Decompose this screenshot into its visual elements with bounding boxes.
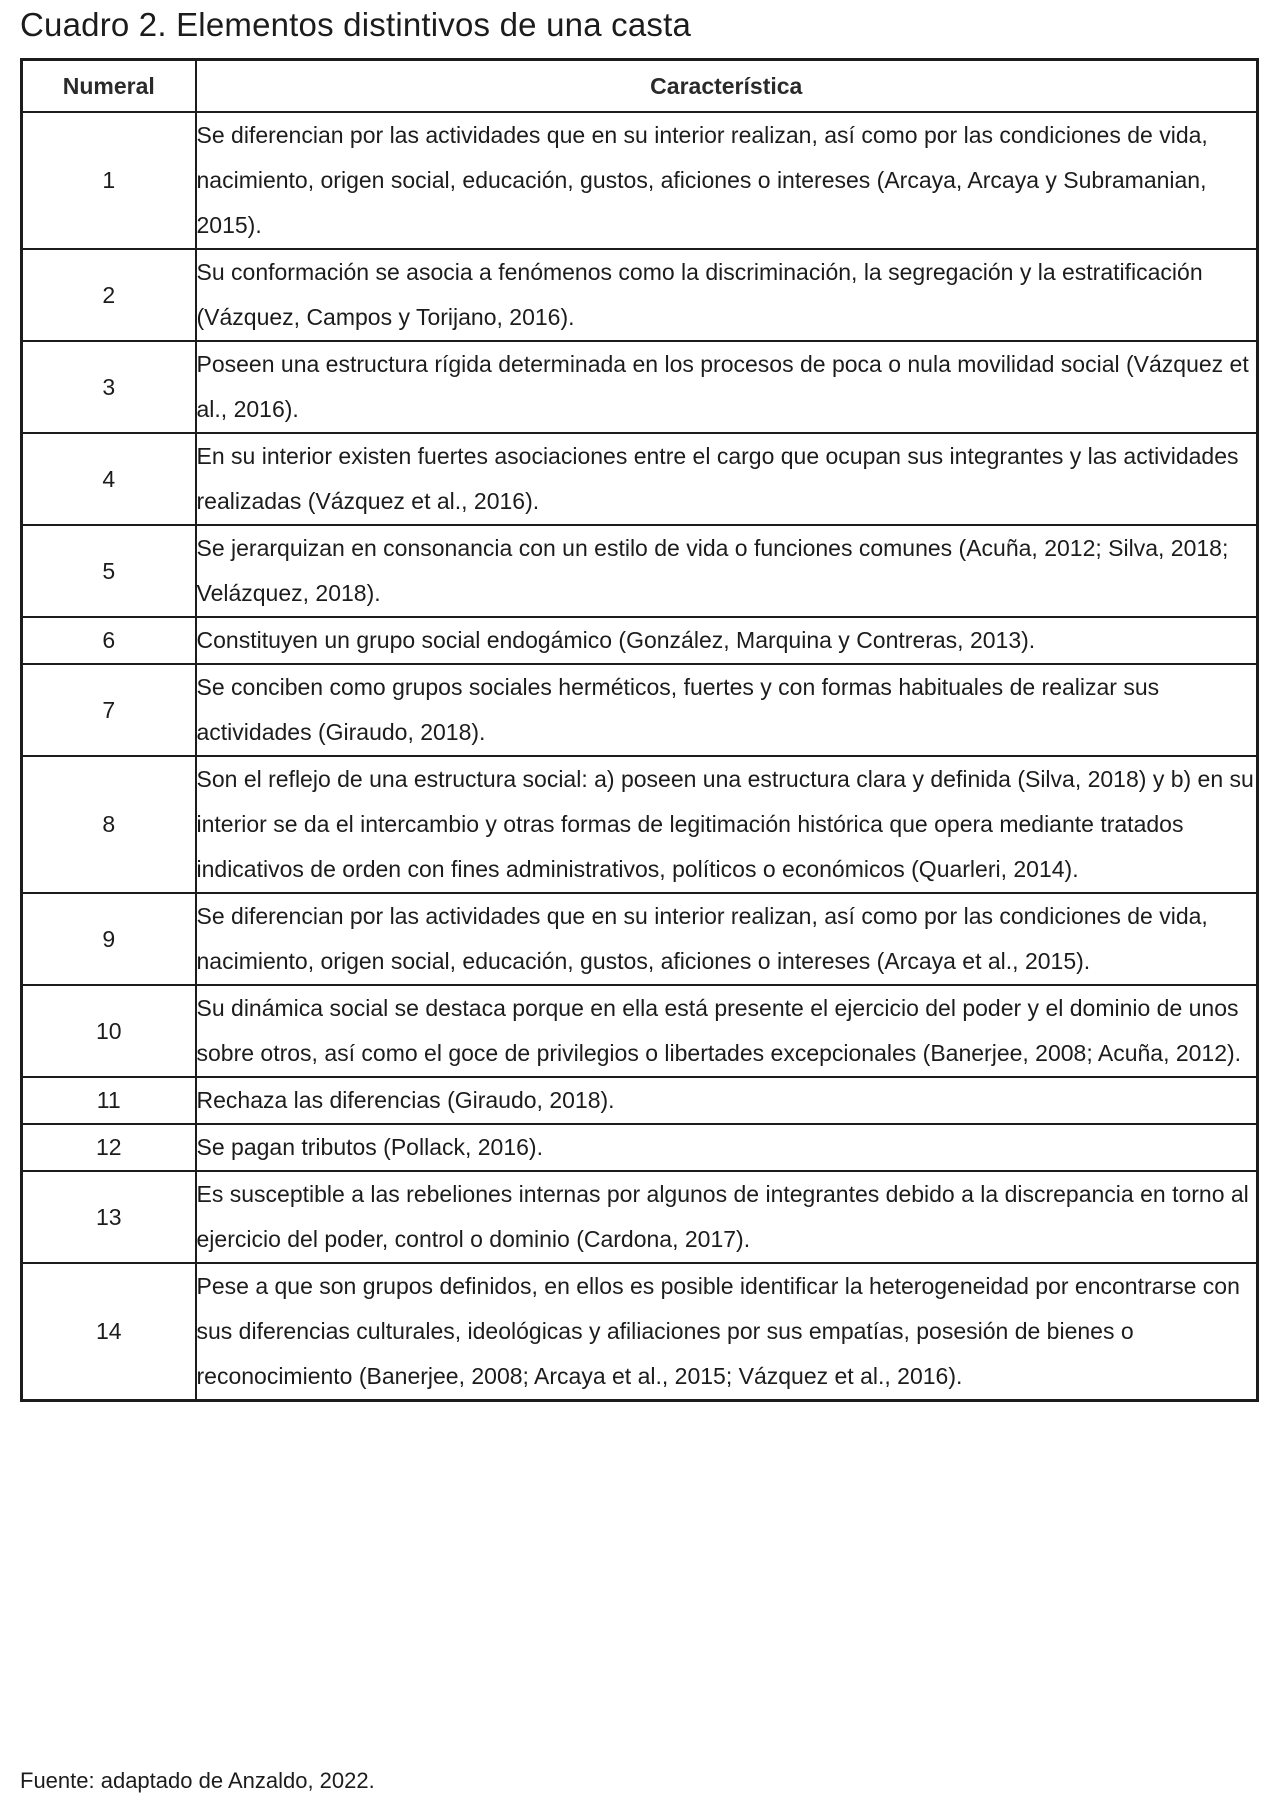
row-caracteristica: Su dinámica social se destaca porque en ella está presente el ejercicio del poder y el dominio de unos sobre otros, así como el goce de privilegios o libertades excepcionales (Banerjee, 2008; Acuña, 2012).	[196, 985, 1258, 1077]
table-row	[22, 985, 1258, 1077]
row-numeral: 4	[22, 433, 196, 525]
table-row	[22, 1263, 1258, 1401]
row-numeral: 7	[22, 664, 196, 756]
table-row	[22, 617, 1258, 664]
row-numeral: 5	[22, 525, 196, 617]
row-caracteristica: Se diferencian por las actividades que en su interior realizan, así como por las condiciones de vida, nacimiento, origen social, educación, gustos, aficiones o intereses (Arcaya, Arcaya y Subramanian, 2015).	[196, 112, 1258, 249]
row-caracteristica: Es susceptible a las rebeliones internas por algunos de integrantes debido a la discrepancia en torno al ejercicio del poder, control o dominio (Cardona, 2017).	[196, 1171, 1258, 1263]
table-row	[22, 1077, 1258, 1124]
row-numeral: 10	[22, 985, 196, 1077]
row-caracteristica: Constituyen un grupo social endogámico (González, Marquina y Contreras, 2013).	[196, 617, 1258, 664]
source-note: Fuente: adaptado de Anzaldo, 2022.	[20, 1768, 375, 1793]
row-numeral: 8	[22, 756, 196, 893]
table-row	[22, 1124, 1258, 1171]
row-numeral: 11	[22, 1077, 196, 1124]
header-numeral: Numeral	[22, 60, 196, 113]
row-caracteristica: Se conciben como grupos sociales herméticos, fuertes y con formas habituales de realizar sus actividades (Giraudo, 2018).	[196, 664, 1258, 756]
row-numeral: 2	[22, 249, 196, 341]
row-numeral: 13	[22, 1171, 196, 1263]
row-numeral: 3	[22, 341, 196, 433]
characteristics-table	[20, 58, 1259, 1402]
row-caracteristica: Su conformación se asocia a fenómenos como la discriminación, la segregación y la estratificación (Vázquez, Campos y Torijano, 2016).	[196, 249, 1258, 341]
table-row	[22, 525, 1258, 617]
row-numeral: 14	[22, 1263, 196, 1401]
row-caracteristica: Se pagan tributos (Pollack, 2016).	[196, 1124, 1258, 1171]
row-caracteristica: Poseen una estructura rígida determinada en los procesos de poca o nula movilidad social (Vázquez et al., 2016).	[196, 341, 1258, 433]
table-row	[22, 112, 1258, 249]
table-caption: Cuadro 2. Elementos distintivos de una casta	[20, 6, 692, 43]
table-row	[22, 664, 1258, 756]
table-row	[22, 433, 1258, 525]
row-numeral: 12	[22, 1124, 196, 1171]
table-row	[22, 341, 1258, 433]
table-header-row	[22, 60, 1258, 113]
row-caracteristica: Se diferencian por las actividades que en su interior realizan, así como por las condiciones de vida, nacimiento, origen social, educación, gustos, aficiones o intereses (Arcaya et al., 2015).	[196, 893, 1258, 985]
table-row	[22, 249, 1258, 341]
table-row	[22, 1171, 1258, 1263]
row-caracteristica: En su interior existen fuertes asociaciones entre el cargo que ocupan sus integrantes y las actividades realizadas (Vázquez et al., 2016).	[196, 433, 1258, 525]
row-numeral: 1	[22, 112, 196, 249]
table-row	[22, 893, 1258, 985]
header-caracteristica: Característica	[196, 60, 1258, 113]
row-caracteristica: Son el reflejo de una estructura social: a) poseen una estructura clara y definida (Silva, 2018) y b) en su interior se da el intercambio y otras formas de legitimación histórica que opera mediante tratados indicativos de orden con fines administrativos, políticos o económicos (Quarleri, 2014).	[196, 756, 1258, 893]
table-row	[22, 756, 1258, 893]
row-caracteristica: Pese a que son grupos definidos, en ellos es posible identificar la heterogeneidad por encontrarse con sus diferencias culturales, ideológicas y afiliaciones por sus empatías, posesión de bienes o reconocimiento (Banerjee, 2008; Arcaya et al., 2015; Vázquez et al., 2016).	[196, 1263, 1258, 1401]
row-numeral: 6	[22, 617, 196, 664]
row-caracteristica: Se jerarquizan en consonancia con un estilo de vida o funciones comunes (Acuña, 2012; Silva, 2018; Velázquez, 2018).	[196, 525, 1258, 617]
row-caracteristica: Rechaza las diferencias (Giraudo, 2018).	[196, 1077, 1258, 1124]
row-numeral: 9	[22, 893, 196, 985]
